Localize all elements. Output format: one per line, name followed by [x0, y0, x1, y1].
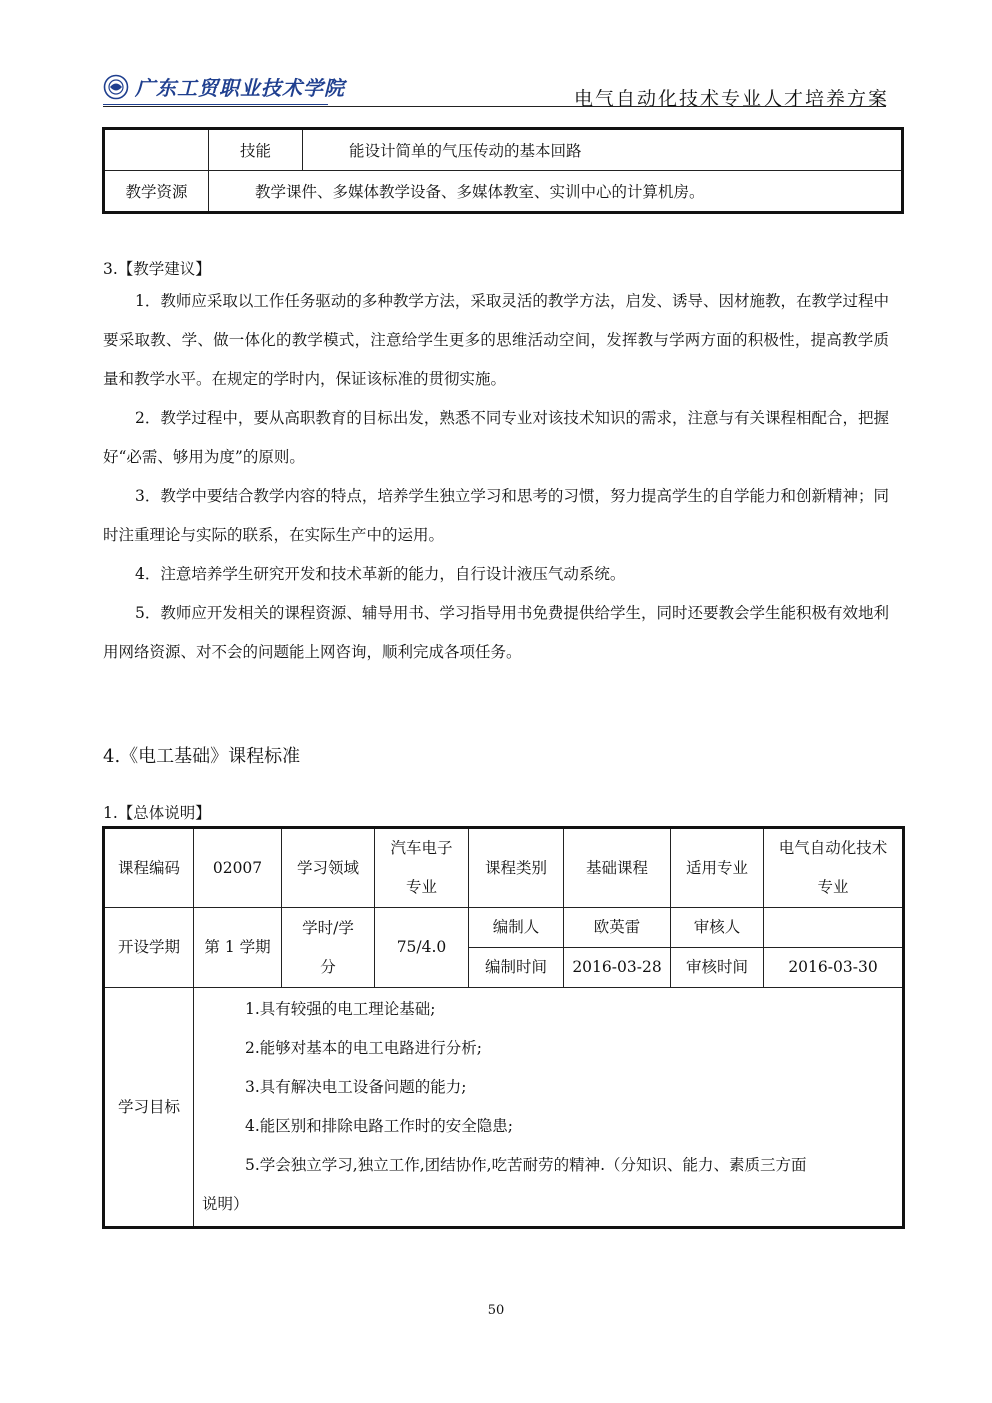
paragraph: 3．教学中要结合教学内容的特点，培养学生独立学习和思考的习惯，努力提高学生的自学能力和创新精神；同时注重理论与实际的联系，在实际生产中的运用。	[103, 487, 889, 544]
review-time-label: 审核时间	[671, 948, 764, 988]
goal-item: 5.学会独立学习,独立工作,团结协作,吃苦耐劳的精神.（分知识、能力、素质三方面	[245, 1156, 807, 1174]
field-label: 学习领域	[282, 828, 375, 908]
goal-item: 3.具有解决电工设备问题的能力;	[245, 1078, 467, 1096]
course-standard-heading: 4.《电工基础》课程标准	[103, 746, 301, 767]
paragraph: 5．教师应开发相关的课程资源、辅导用书、学习指导用书免费提供给学生，同时还要教会学生能积极有效地利用网络资源、对不会的问题能上网咨询，顺利完成各项任务。	[103, 604, 889, 661]
editor-value: 欧英雷	[564, 908, 671, 948]
table-row	[104, 171, 903, 213]
page-header	[103, 70, 889, 110]
page-number: 50	[487, 1303, 505, 1318]
paragraph: 1．教师应采取以工作任务驱动的多种教学方法，采取灵活的教学方法，启发、诱导、因材施教，在教学过程中要采取教、学、做一体化的教学模式，注意给学生更多的思维活动空间，发挥教与学两方面的积极性，提高教学质量和教学水平。在规定的学时内，保证该标准的贯彻实施。	[103, 292, 889, 388]
review-time-value: 2016-03-30	[764, 948, 904, 988]
course-info-table	[102, 826, 905, 1229]
major-label: 适用专业	[671, 828, 764, 908]
paragraph: 4．注意培养学生研究开发和技术革新的能力，自行设计液压气动系统。	[135, 565, 626, 583]
table-row	[104, 828, 904, 908]
objectives-table	[102, 127, 904, 214]
school-name: 广东工贸职业技术学院	[135, 76, 345, 100]
goal-item: 2.能够对基本的电工电路进行分析;	[245, 1039, 483, 1057]
hours-label: 学时/学分	[282, 908, 375, 988]
resources-label: 教学资源	[104, 171, 209, 213]
reviewer-label: 审核人	[671, 908, 764, 948]
table-cell	[104, 129, 209, 171]
goal-item: 说明）	[202, 1195, 249, 1213]
goals-list	[194, 988, 904, 1228]
goal-item: 4.能区别和排除电路工作时的安全隐患;	[245, 1117, 514, 1135]
table-row	[104, 129, 903, 171]
editor-label: 编制人	[469, 908, 564, 948]
course-code-label: 课程编码	[104, 828, 194, 908]
edit-time-label: 编制时间	[469, 948, 564, 988]
sub-heading: 1.【总体说明】	[103, 804, 211, 822]
header-divider	[103, 106, 886, 107]
goal-item: 1.具有较强的电工理论基础;	[245, 1000, 436, 1018]
course-type-label: 课程类别	[469, 828, 564, 908]
course-code-value: 02007	[194, 828, 282, 908]
hours-value: 75/4.0	[375, 908, 469, 988]
field-value: 汽车电子专业	[375, 828, 469, 908]
skill-value: 能设计简单的气压传动的基本回路	[303, 129, 903, 171]
school-logo	[103, 72, 345, 101]
logo-underline	[103, 104, 328, 105]
goals-label: 学习目标	[104, 988, 194, 1228]
resources-value: 教学课件、多媒体教学设备、多媒体教室、实训中心的计算机房。	[209, 171, 903, 213]
semester-value: 第 1 学期	[194, 908, 282, 988]
course-type-value: 基础课程	[564, 828, 671, 908]
section-heading: 3.【教学建议】	[103, 260, 211, 278]
table-row	[104, 908, 904, 948]
semester-label: 开设学期	[104, 908, 194, 988]
reviewer-value	[764, 908, 904, 948]
document-title: 电气自动化技术专业人才培养方案	[573, 88, 889, 110]
table-row	[104, 988, 904, 1228]
edit-time-value: 2016-03-28	[564, 948, 671, 988]
skill-label: 技能	[209, 129, 303, 171]
school-emblem-icon	[103, 74, 129, 100]
major-value: 电气自动化技术专业	[764, 828, 904, 908]
paragraph: 2．教学过程中，要从高职教育的目标出发，熟悉不同专业对该技术知识的需求，注意与有关课程相配合，把握好“必需、够用为度”的原则。	[103, 409, 889, 466]
